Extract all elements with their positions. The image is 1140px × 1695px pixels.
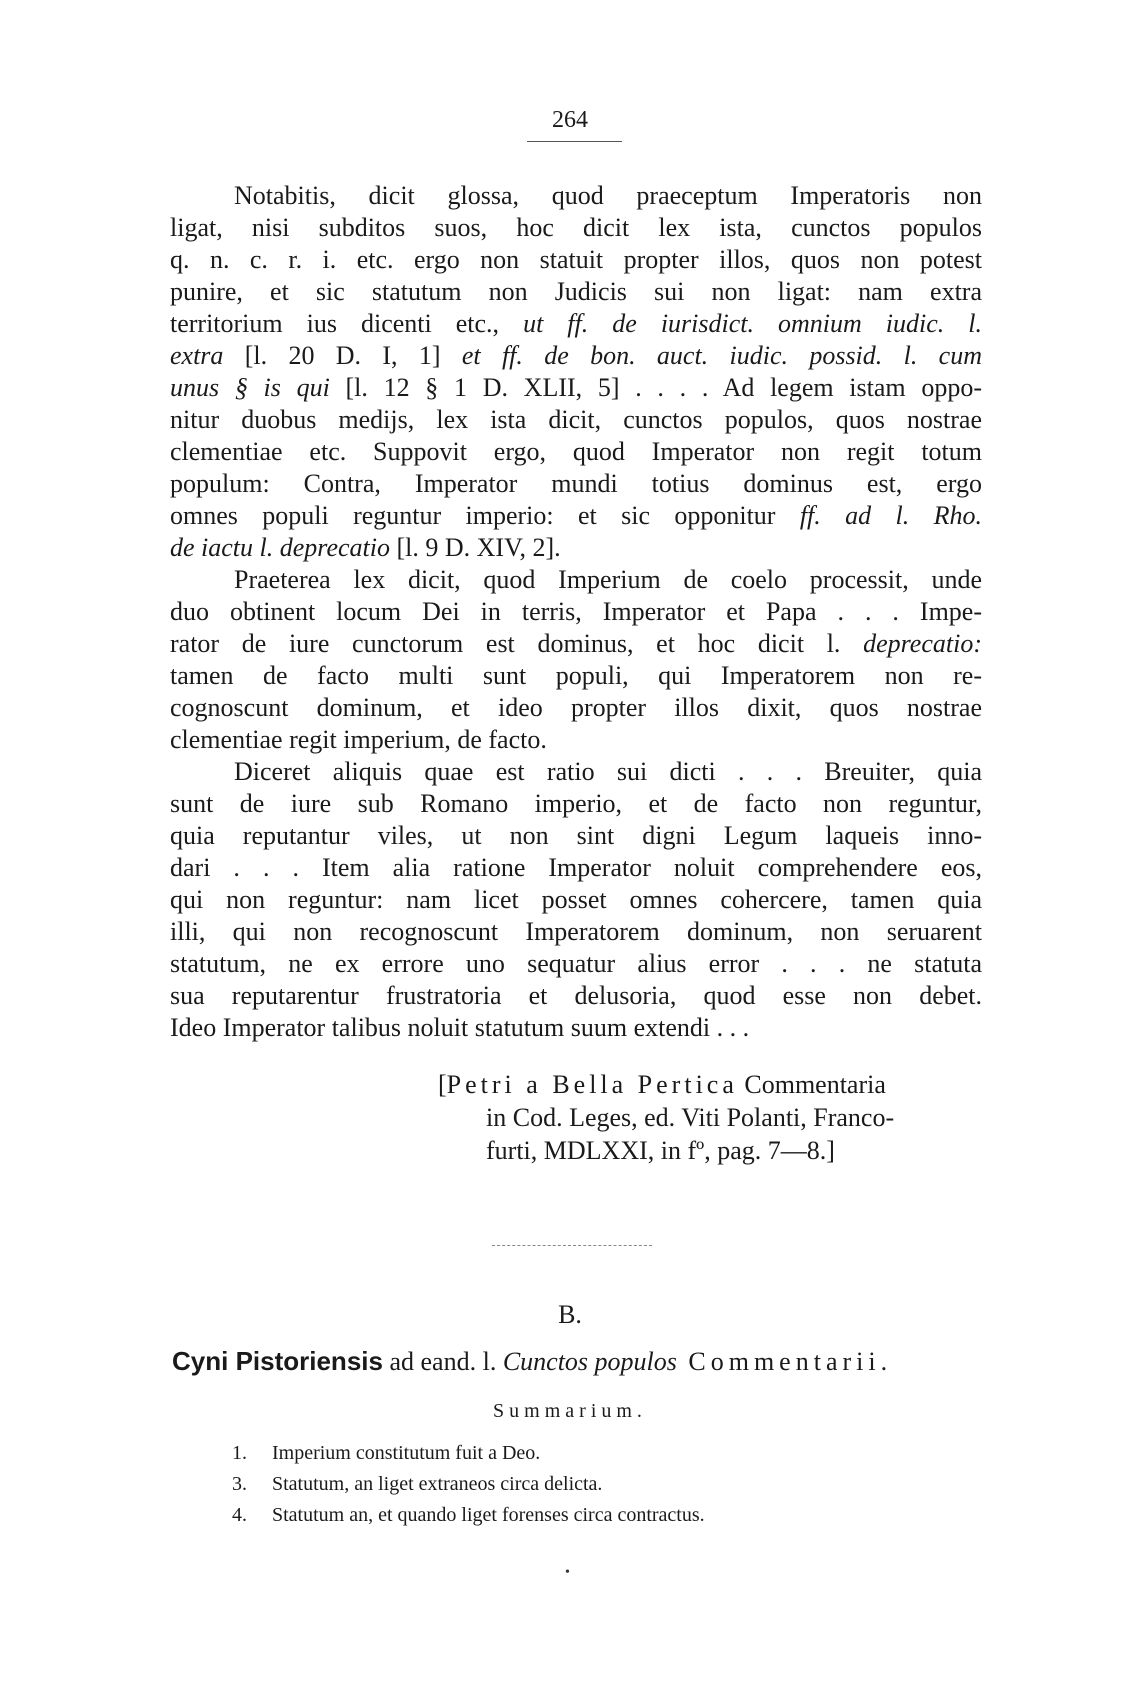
italic-reference: deprecatio: [863,629,982,658]
text-segment: tamen de facto multi sunt populi, qui Imperatorem non re- [170,661,982,690]
italic-reference: extra [170,341,224,370]
summary-item-number: 1. [232,1442,247,1464]
text-segment: sua reputarentur frustratoria et delusoria, quod esse non debet. [170,981,982,1010]
text-segment: cognoscunt dominum, et ideo propter illos dixit, quos nostrae [170,693,982,722]
text-line [170,884,982,916]
text-line [170,180,982,212]
text-line [170,820,982,852]
summary-heading: Summarium. [493,1400,647,1422]
summary-item-text: Statutum, an liget extraneos circa delicta. [272,1473,603,1495]
text-line [170,372,982,404]
text-line [170,788,982,820]
text-line [170,852,982,884]
text-line [170,948,982,980]
text-segment: dari . . . Item alia ratione Imperator noluit comprehendere eos, [170,853,982,882]
text-segment: q. n. c. r. i. etc. ergo non statuit propter illos, quos non potest [170,245,982,274]
section-letter: B. [558,1300,582,1329]
section-title-italic: Cunctos populos [502,1347,677,1376]
main-text [170,180,982,1044]
text-segment: Ideo Imperator talibus noluit statutum suum extendi . . . [170,1013,750,1042]
italic-reference: et ff. de bon. auct. iudic. possid. l. cum [461,341,982,370]
text-segment: territorium ius dicenti etc., [170,309,524,338]
text-segment: rator de iure cunctorum est dominus, et hoc dicit l. [170,629,864,658]
section-author: Cyni Pistoriensis [172,1346,383,1376]
text-segment: populum: Contra, Imperator mundi totius dominus est, ergo [170,469,982,498]
text-segment: clementiae regit imperium, de facto. [170,725,547,754]
text-line [170,660,982,692]
text-segment: qui non reguntur: nam licet posset omnes cohercere, tamen quia [170,885,982,914]
text-line [170,980,982,1012]
text-line [170,436,982,468]
summary-item-text: Imperium constitutum fuit a Deo. [272,1442,541,1464]
page-number-rule [527,141,622,142]
summary-item-number: 3. [232,1473,247,1495]
text-segment: omnes populi reguntur imperio: et sic opponitur [170,501,800,530]
text-segment: duo obtinent locum Dei in terris, Imperator et Papa . . . Impe- [170,597,982,626]
text-segment: [l. 9 D. XIV, 2]. [389,533,561,562]
text-line [170,756,982,788]
italic-reference: de iactu l. deprecatio [170,533,390,562]
separator-rule [492,1245,652,1246]
section-title-mid: ad eand. l. [382,1347,503,1376]
citation [438,1068,894,1167]
section-title [172,1346,982,1377]
text-line [170,276,982,308]
summary-item-number: 4. [232,1504,247,1526]
citation-line-3: furti, MDLXXI, in fº, pag. 7—8.] [486,1136,835,1165]
text-segment: [l. 12 § 1 D. XLII, 5] . . . . Ad legem istam oppo- [329,373,982,402]
text-line [170,404,982,436]
text-segment: nitur duobus medijs, lex ista dicit, cunctos populos, quos nostrae [170,405,982,434]
summary-item-text: Statutum an, et quando liget forenses circa contractus. [272,1504,705,1526]
text-line [170,244,982,276]
text-line [170,212,982,244]
section-title-spaced: Commentarii. [676,1347,893,1376]
text-segment: ligat, nisi subditos suos, hoc dicit lex ista, cunctos populos [170,213,982,242]
text-line [170,340,982,372]
text-line [170,628,982,660]
text-segment: punire, et sic statutum non Judicis sui non ligat: nam extra [170,277,982,306]
text-segment: statutum, ne ex errore uno sequatur alius error . . . ne statuta [170,949,982,978]
text-line [170,532,982,564]
text-segment: Diceret aliquis quae est ratio sui dicti . . . Breuiter, quia [234,757,982,786]
summary-list [232,1438,705,1531]
page-number: 264 [552,107,588,133]
italic-reference: unus § is qui [170,373,330,402]
text-segment: sunt de iure sub Romano imperio, et de facto non reguntur, [170,789,982,818]
summary-item [232,1500,705,1531]
citation-line-2: in Cod. Leges, ed. Viti Polanti, Franco- [486,1103,895,1132]
text-line [170,724,982,756]
summary-item [232,1438,705,1469]
text-segment: illi, qui non recognoscunt Imperatorem dominum, non seruarent [170,917,982,946]
text-segment: [l. 20 D. I, 1] [223,341,462,370]
text-segment: quia reputantur viles, ut non sint digni Legum laqueis inno- [170,821,982,850]
text-line [170,916,982,948]
text-line [170,308,982,340]
italic-reference: ut ff. de iurisdict. omnium iudic. l. [523,309,983,338]
text-segment: Notabitis, dicit glossa, quod praeceptum Imperatoris non [234,181,982,210]
text-line [170,564,982,596]
text-line [170,1012,982,1044]
italic-reference: ff. ad l. Rho. [799,501,982,530]
citation-line-1: [Petri a Bella Pertica Commentaria [438,1070,886,1099]
text-line [170,596,982,628]
text-line [170,692,982,724]
summary-item [232,1469,705,1500]
text-line [170,468,982,500]
stray-mark: • [565,1565,570,1580]
text-line [170,500,982,532]
text-segment: Praeterea lex dicit, quod Imperium de coelo processit, unde [234,565,982,594]
text-segment: clementiae etc. Suppovit ergo, quod Imperator non regit totum [170,437,982,466]
